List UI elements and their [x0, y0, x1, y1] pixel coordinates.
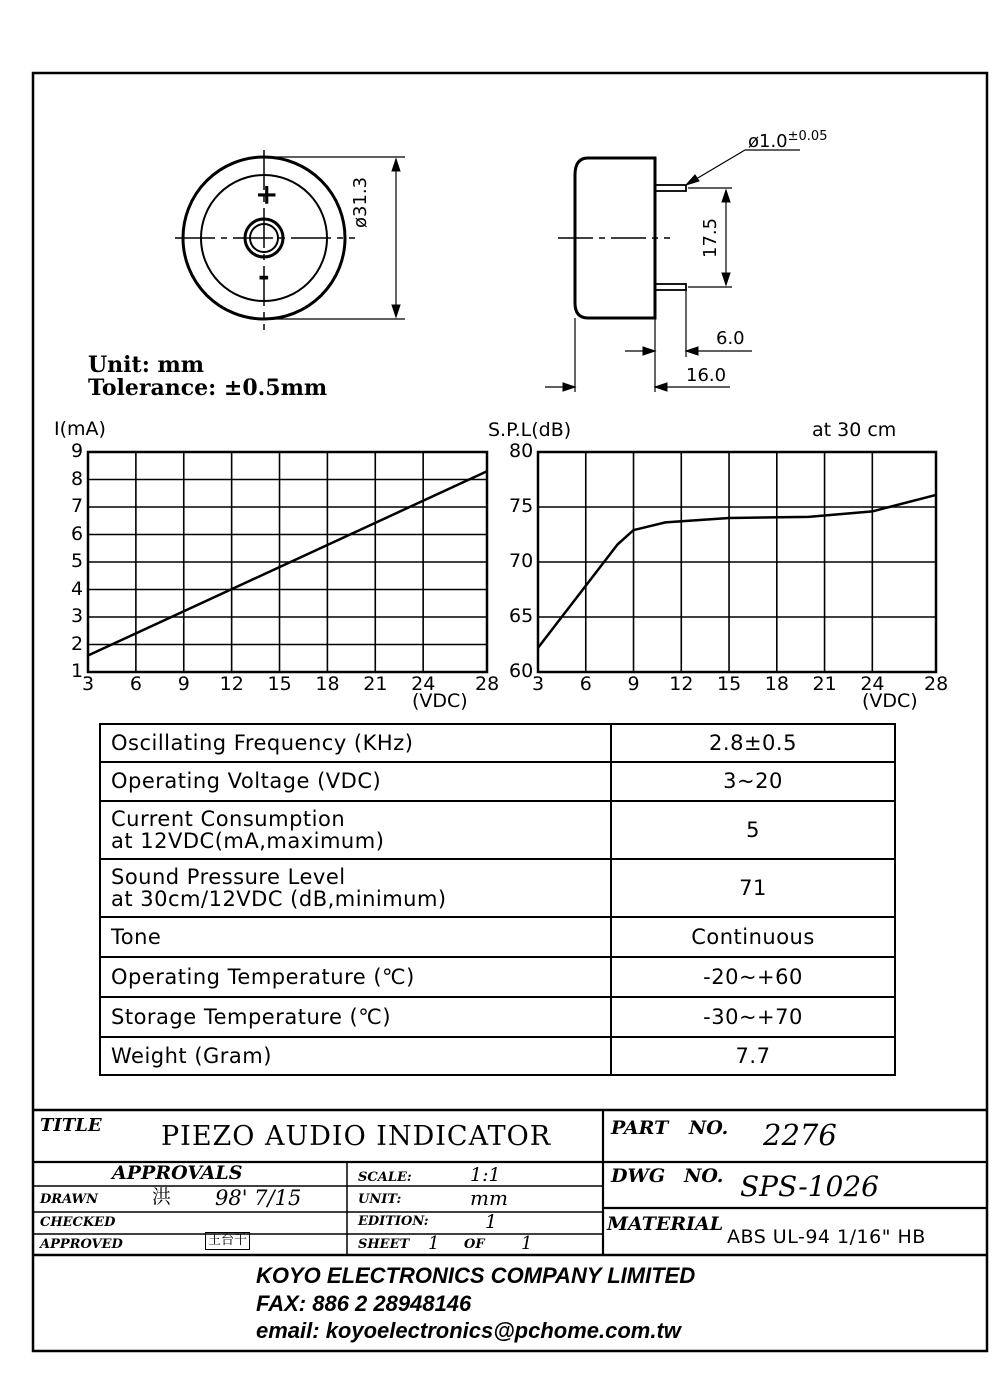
- spl-series-line: [538, 495, 936, 648]
- current-ytick-label: 9: [71, 440, 84, 462]
- value-cell: Continuous: [611, 917, 895, 957]
- param-cell: [100, 917, 611, 957]
- table-row: [100, 1037, 895, 1075]
- current-xlabel: (VDC): [412, 690, 468, 712]
- current-ytick-label: 1: [71, 660, 84, 682]
- spl-xtick-label: 28: [924, 673, 949, 695]
- spl-xtick-label: 6: [579, 673, 592, 695]
- param-subtext: at 12VDC(mA,maximum): [111, 829, 385, 853]
- approvals-label: APPROVALS: [112, 1162, 243, 1184]
- spl-xtick-label: 15: [717, 673, 742, 695]
- pin-diameter-value: ø1.0: [748, 131, 788, 152]
- spl-xtick-label: 24: [860, 673, 885, 695]
- current-xtick-label: 15: [267, 673, 292, 695]
- value-cell: 71: [611, 859, 895, 917]
- current-xtick-label: 24: [411, 673, 436, 695]
- pin-length-label: 6.0: [716, 328, 745, 349]
- current-xtick-label: 12: [219, 673, 244, 695]
- param-text: Sound Pressure Level: [111, 864, 346, 889]
- diameter-arrow-top: [392, 159, 400, 171]
- drawn-by: 洪: [152, 1186, 172, 1208]
- part-no: 2276: [763, 1118, 837, 1152]
- value-cell: 3~20: [611, 762, 895, 801]
- side-view: [545, 150, 800, 392]
- company-fax: FAX: 886 2 28948146: [256, 1291, 472, 1316]
- param-text: Oscillating Frequency (KHz): [111, 730, 414, 755]
- diameter-label: ø31.3: [350, 176, 371, 228]
- part-no-label: PART NO.: [611, 1117, 729, 1139]
- param-text: Operating Voltage (VDC): [111, 769, 382, 794]
- current-chart: [88, 452, 487, 672]
- unit-value: mm: [470, 1186, 508, 1210]
- param-cell: [100, 724, 611, 762]
- param-text: Operating Temperature (℃): [111, 964, 415, 989]
- current-ytick-label: 2: [71, 632, 84, 655]
- spl-ytick-label: 60: [509, 660, 534, 682]
- material-label: MATERIAL: [607, 1213, 724, 1235]
- current-xtick-label: 18: [315, 673, 340, 695]
- current-ytick-label: 5: [71, 550, 84, 572]
- scale-label: SCALE:: [358, 1170, 412, 1185]
- param-text: Tone: [111, 924, 162, 949]
- checked-label: CHECKED: [40, 1215, 116, 1230]
- param-cell: [100, 859, 611, 917]
- plus-sign: +: [255, 178, 279, 211]
- sheet-value: 1: [428, 1233, 440, 1254]
- dwg-no: SPS-1026: [740, 1170, 879, 1203]
- current-ytick-label: 4: [71, 577, 84, 600]
- param-cell: [100, 762, 611, 801]
- sheet-label: SHEET: [358, 1237, 410, 1252]
- spl-xtick-label: 12: [669, 673, 694, 695]
- spl-ylabel: S.P.L(dB): [488, 419, 572, 441]
- table-row: [100, 859, 895, 917]
- value-cell: -20~+60: [611, 957, 895, 997]
- spl-xtick-label: 21: [812, 673, 837, 695]
- current-ytick-label: 6: [71, 522, 84, 545]
- material-value: ABS UL-94 1/16" HB: [727, 1226, 926, 1248]
- drawing-frame: [33, 73, 987, 1351]
- pin-diameter-label: [748, 130, 827, 151]
- spl-xtick-label: 9: [627, 673, 640, 695]
- dwg-label: DWG: [611, 1165, 666, 1187]
- table-row: [100, 997, 895, 1037]
- edition-label: EDITION:: [358, 1214, 429, 1229]
- title-label: TITLE: [40, 1115, 102, 1136]
- param-cell: [100, 801, 611, 859]
- spl-ytick-label: 80: [509, 440, 534, 462]
- pin-spacing-label: 17.5: [700, 217, 721, 258]
- spl-ytick-label: 75: [509, 495, 534, 517]
- current-ytick-label: 8: [71, 467, 84, 490]
- current-xtick-label: 9: [177, 673, 190, 695]
- diameter-arrow-bottom: [392, 305, 400, 317]
- value-cell: -30~+70: [611, 997, 895, 1037]
- value-cell: 7.7: [611, 1037, 895, 1075]
- table-row: [100, 957, 895, 997]
- approved-stamp: 王台千: [205, 1232, 250, 1250]
- spl-xlabel: (VDC): [862, 690, 918, 712]
- current-xtick-label: 28: [475, 673, 500, 695]
- current-ylabel: I(mA): [54, 418, 106, 440]
- current-series-line: [88, 471, 487, 655]
- param-text: Current Consumption: [111, 806, 346, 831]
- current-ytick-label: 7: [71, 495, 84, 517]
- spl-ytick-label: 70: [509, 550, 534, 572]
- sheets-total: 1: [521, 1233, 533, 1254]
- current-xtick-label: 6: [129, 673, 142, 695]
- company-email: email: koyoelectronics@pchome.com.tw: [256, 1318, 681, 1343]
- company-name: KOYO ELECTRONICS COMPANY LIMITED: [256, 1263, 696, 1288]
- table-row: [100, 762, 895, 801]
- table-row: [100, 917, 895, 957]
- pin-top: [655, 185, 686, 191]
- specifications-table: [99, 723, 896, 1076]
- current-xtick-label: 21: [363, 673, 388, 695]
- scale-value: 1:1: [470, 1164, 501, 1186]
- param-cell: [100, 957, 611, 997]
- of-label: OF: [464, 1237, 485, 1252]
- unit-note: Unit: mm: [88, 352, 205, 378]
- spl-annotation: at 30 cm: [812, 419, 897, 441]
- param-subtext: at 30cm/12VDC (dB,minimum): [111, 887, 447, 911]
- unit-label: UNIT:: [358, 1192, 402, 1207]
- pin-diameter-tolerance: ±0.05: [787, 129, 828, 144]
- param-cell: [100, 1037, 611, 1075]
- spl-xtick-label: 3: [532, 673, 545, 695]
- drawing-title: PIEZO AUDIO INDICATOR: [161, 1121, 552, 1152]
- drawn-label: DRAWN: [40, 1192, 98, 1207]
- spl-xtick-label: 18: [764, 673, 789, 695]
- table-row: [100, 724, 895, 762]
- spl-ytick-label: 65: [509, 605, 534, 627]
- pin-bottom: [655, 284, 686, 290]
- body-height-label: 16.0: [686, 365, 727, 386]
- tolerance-note: Tolerance: ±0.5mm: [88, 375, 328, 401]
- value-cell: 5: [611, 801, 895, 859]
- param-text: Storage Temperature (℃): [111, 1004, 392, 1029]
- drawn-date: 98' 7/15: [215, 1186, 302, 1210]
- current-ytick-label: 3: [71, 605, 84, 627]
- approved-label: APPROVED: [40, 1237, 123, 1252]
- param-text: Weight (Gram): [111, 1043, 272, 1068]
- value-cell: 2.8±0.5: [611, 724, 895, 762]
- current-xtick-label: 3: [82, 673, 95, 695]
- table-row: [100, 801, 895, 859]
- param-cell: [100, 997, 611, 1037]
- minus-sign: -: [258, 259, 270, 292]
- spl-chart: [538, 452, 936, 672]
- dwg-no-label: NO.: [684, 1165, 724, 1187]
- edition-value: 1: [485, 1211, 498, 1233]
